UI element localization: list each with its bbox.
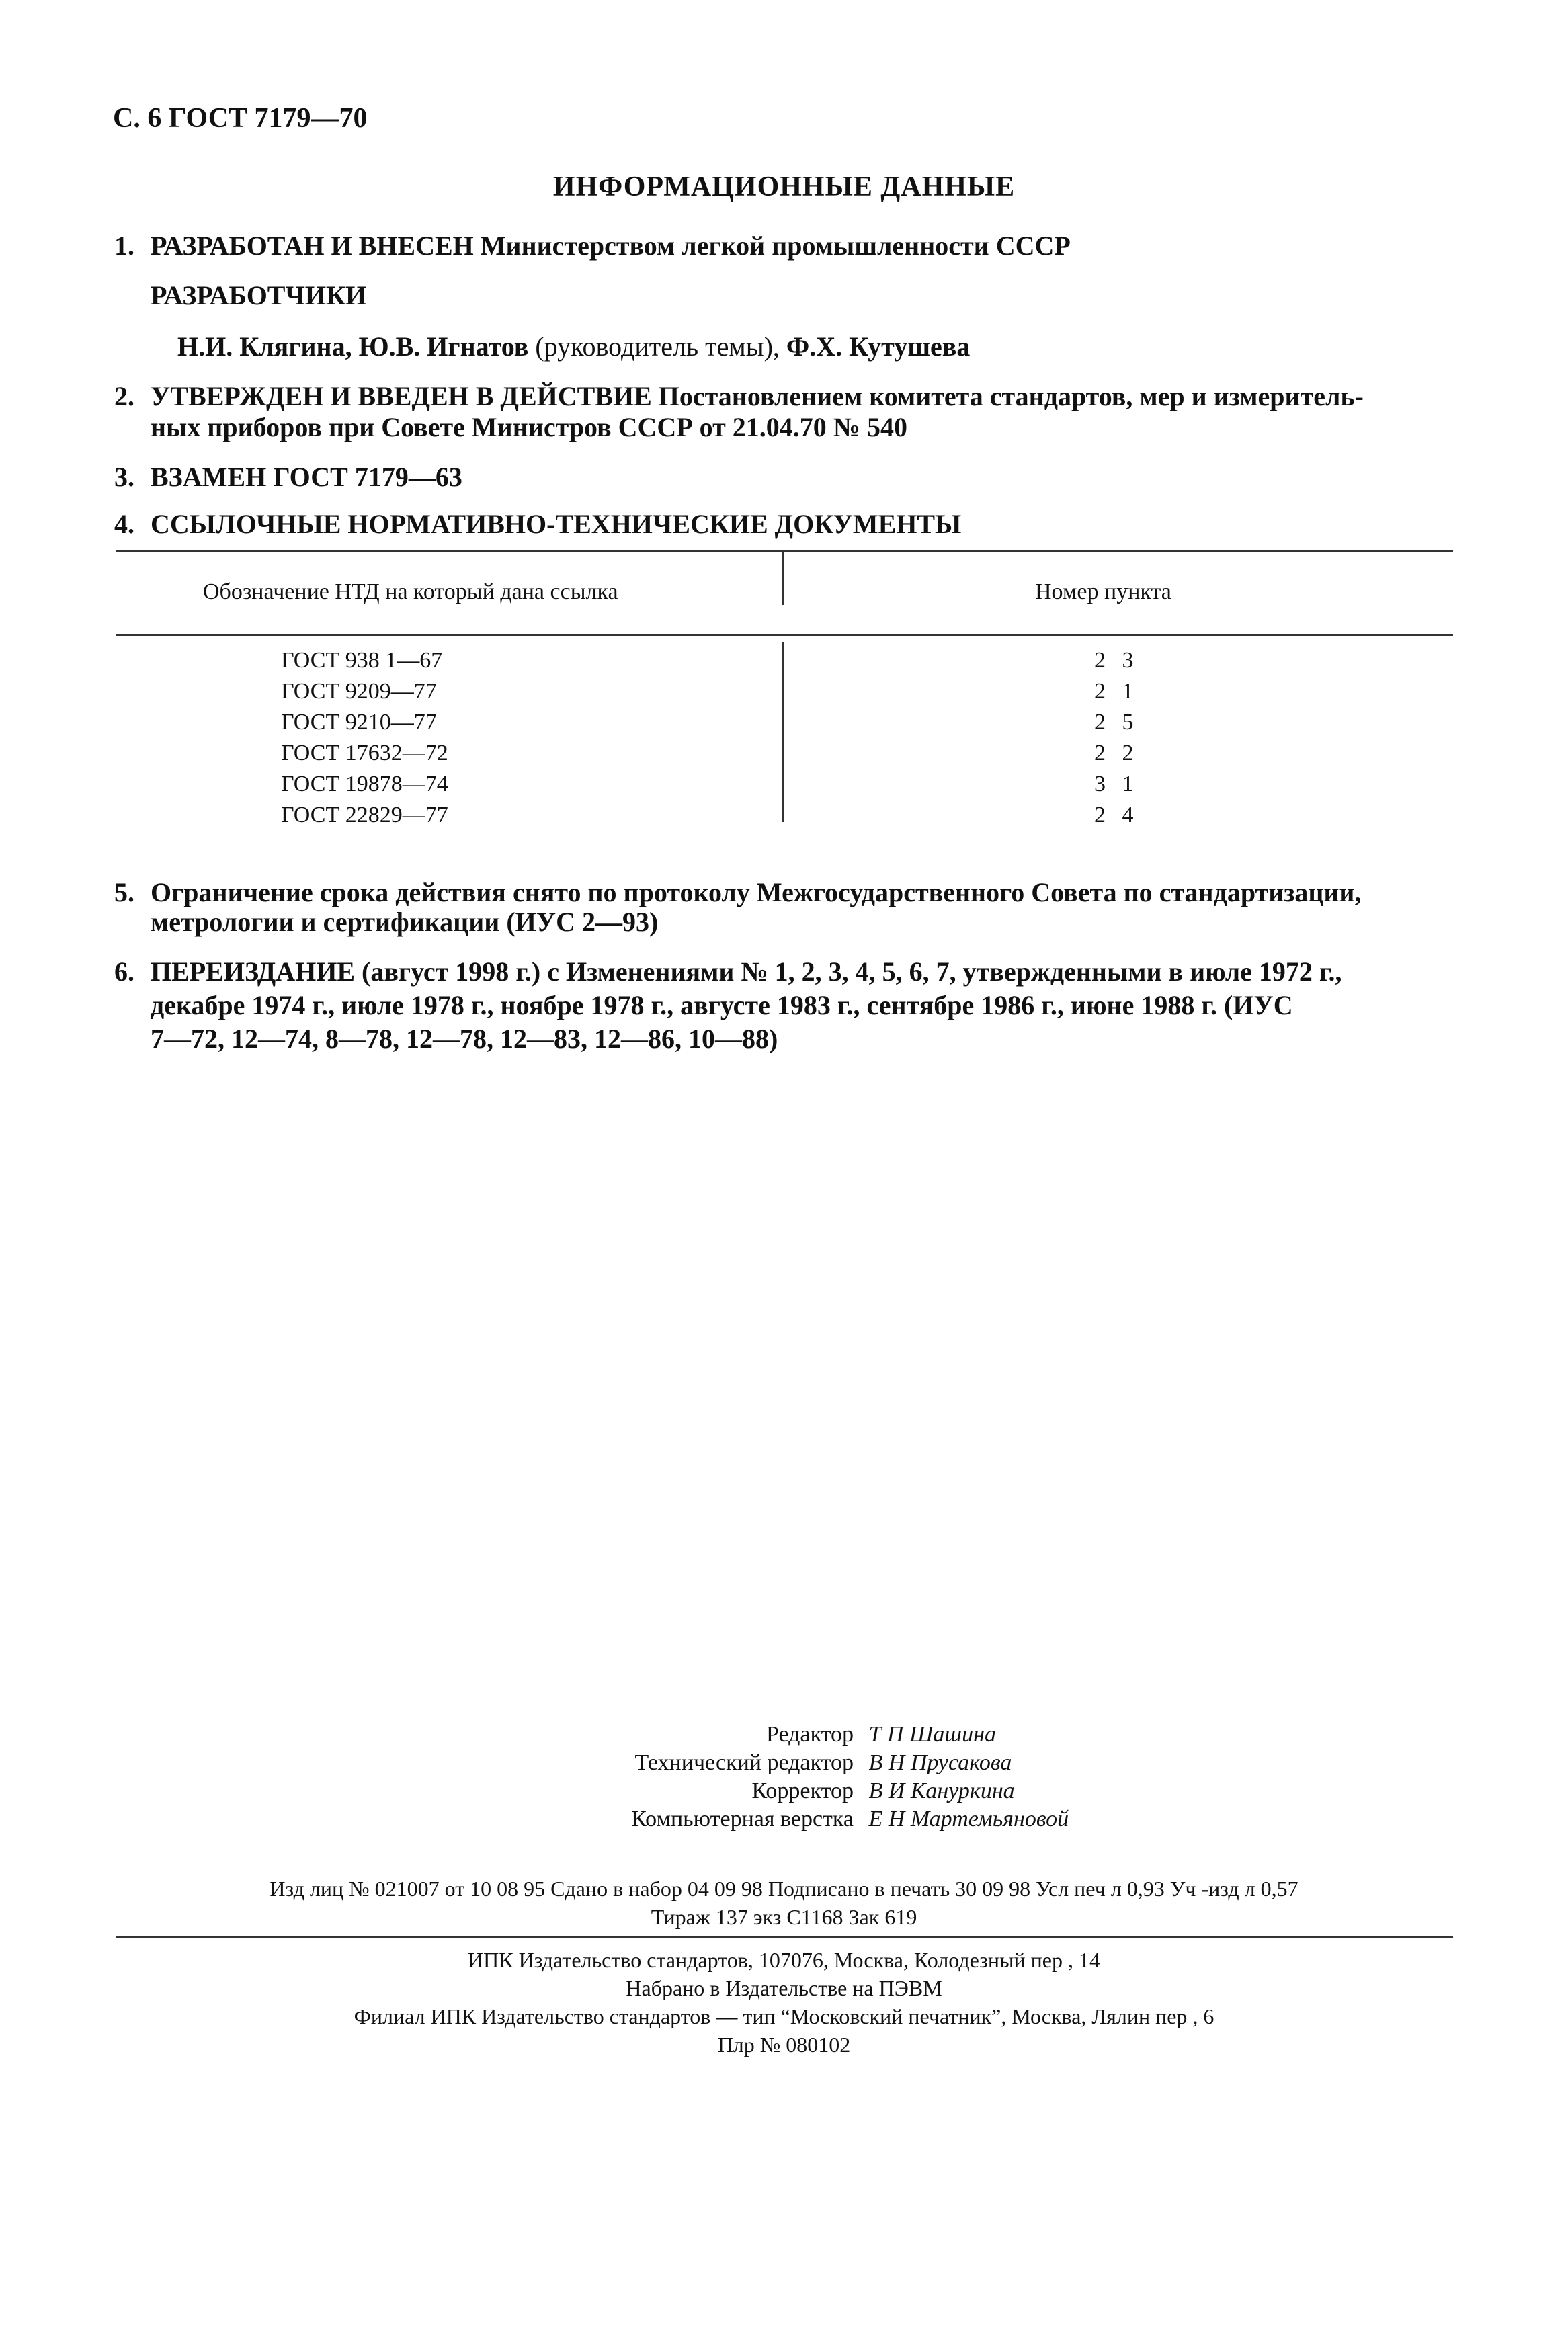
item-6-number: 6. [114,956,134,987]
credit-person: Т П Шашина [868,1722,996,1747]
table-cell-ref: ГОСТ 9209—77 [281,679,437,704]
item-2-line-2: ных приборов при Совете Министров СССР от 21.04.70 № 540 [151,412,907,442]
table-cell-clause: 2 1 [1094,679,1139,704]
table-cell-clause: 3 1 [1094,772,1139,796]
credit-role: Редактор [766,1722,854,1747]
item-6-line-2: декабре 1974 г., июле 1978 г., ноябре 1978 г., августе 1983 г., сентябре 1986 г., июне 1988 г. (ИУС [151,990,1293,1020]
developers-names: Н.И. Клягина, Ю.В. Игнатов [177,331,529,362]
developers-note: (руководитель темы), [528,331,786,362]
item-1-lead: РАЗРАБОТАН И ВНЕСЕН [151,231,474,261]
item-5-line-1: Ограничение срока действия снято по протоколу Межгосударственного Совета по стандартизации, [151,877,1362,907]
item-1-number: 1. [114,231,134,261]
credit-person: В Н Прусакова [868,1750,1012,1775]
table-header-divider [782,550,784,605]
table-header-rule [116,634,1453,636]
table-cell-ref: ГОСТ 938 1—67 [281,648,443,673]
credit-person: Е Н Мартемьяновой [868,1807,1069,1832]
table-cell-ref: ГОСТ 17632—72 [281,741,448,766]
item-2-number: 2. [114,381,134,411]
credit-person: В И Кануркина [868,1778,1015,1803]
table-cell-ref: ГОСТ 19878—74 [281,772,448,796]
item-5-number: 5. [114,877,134,907]
imprint-line-4: Набрано в Издательстве на ПЭВМ [626,1976,942,2000]
developers-heading: РАЗРАБОТЧИКИ [151,280,367,311]
developer-name-3: Ф.Х. Кутушева [786,331,971,362]
imprint-line-1: Изд лиц № 021007 от 10 08 95 Сдано в набор 04 09 98 Подписано в печать 30 09 98 Усл печ л 0,93 Уч -изд л 0,57 [270,1877,1298,1901]
table-cell-ref: ГОСТ 22829—77 [281,803,448,827]
table-cell-clause: 2 4 [1094,803,1139,827]
item-1-line [151,227,1461,265]
table-cell-ref: ГОСТ 9210—77 [281,710,437,735]
item-1-rest: Министерством легкой промышленности СССР [473,231,1071,261]
imprint-line-3: ИПК Издательство стандартов, 107076, Москва, Колодезный пер , 14 [468,1948,1100,1972]
table-cell-clause: 2 5 [1094,710,1139,735]
credit-editor [571,1721,996,1749]
item-3-number: 3. [114,462,134,492]
table-header-clause: Номер пункта [1035,579,1171,604]
credit-role: Компьютерная верстка [631,1807,854,1832]
item-3-text: ВЗАМЕН ГОСТ 7179—63 [151,462,462,492]
item-2-rest: Постановлением комитета стандартов, мер и измеритель- [651,381,1364,411]
credit-layout [571,1805,1069,1834]
item-4-text: ССЫЛОЧНЫЕ НОРМАТИВНО-ТЕХНИЧЕСКИЕ ДОКУМЕНТЫ [151,509,962,539]
credit-role: Корректор [751,1778,854,1803]
imprint-rule [116,1936,1453,1938]
table-top-rule [116,550,1453,552]
credit-tech-editor [571,1749,1012,1777]
table-cell-clause: 2 3 [1094,648,1139,673]
credit-proofreader [571,1777,1015,1805]
item-6-line-1: ПЕРЕИЗДАНИЕ (август 1998 г.) с Изменениями № 1, 2, 3, 4, 5, 6, 7, утвержденными в июле 1972 г., [151,956,1342,987]
item-5-line-2: метрологии и сертификации (ИУС 2—93) [151,907,659,937]
credit-role: Технический редактор [634,1750,854,1775]
item-6-line-3: 7—72, 12—74, 8—78, 12—78, 12—83, 12—86, 10—88) [151,1024,778,1054]
imprint-line-5: Филиал ИПК Издательство стандартов — тип “Московский печатник”, Москва, Лялин пер , 6 [354,2004,1214,2028]
table-header-reference: Обозначение НТД на который дана ссылка [203,579,618,604]
table-body-divider [782,642,784,822]
imprint-line-2: Тираж 137 экз С1168 Зак 619 [651,1905,917,1929]
imprint-line-6: Плр № 080102 [717,2032,851,2057]
running-head: С. 6 ГОСТ 7179—70 [113,103,368,134]
table-cell-clause: 2 2 [1094,741,1139,766]
developers-list [177,328,1488,366]
item-2-lead: УТВЕРЖДЕН И ВВЕДЕН В ДЕЙСТВИЕ [151,381,652,411]
item-4-number: 4. [114,509,134,539]
page-title: ИНФОРМАЦИОННЫЕ ДАННЫЕ [552,171,1016,202]
